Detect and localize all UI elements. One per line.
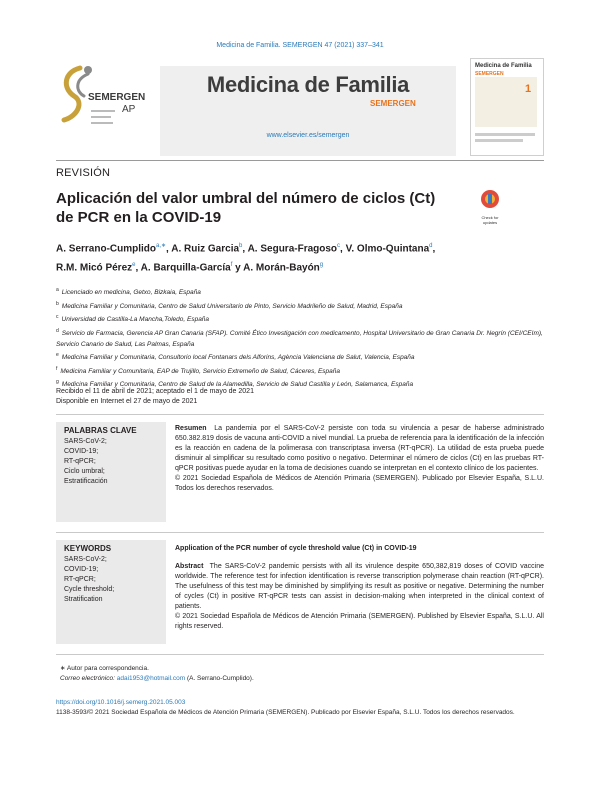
article-dates bbox=[56, 387, 254, 407]
abstract-bottom-rule bbox=[56, 654, 544, 655]
keyword-item: COVID-19; bbox=[64, 566, 99, 573]
abstract-text: La pandemia por el SARS-CoV-2 persiste con toda su virulencia a pesar de haberse administrado 650.382.819 dosis de vacuna anti-COVID a nivel mundial. La prueba de referencia para la identificación de la infección es la reacción en cadena de la polimerasa con transcriptasa inversa (RT-qPCR). La utilidad de esta prueba puede disminuir al simplificar su resultado como positivo o negativo. Determinar el número de ciclos (Ct) en las pruebas RT-qPCR positivas puede ayudar en la toma de decisiones cuando se interpretan en el contexto clínico de los pacientes. bbox=[175, 425, 544, 472]
article-title-line: Aplicación del valor umbral del número de ciclos (Ct) bbox=[56, 190, 436, 207]
crossmark-icon bbox=[478, 188, 502, 210]
author-affil-ref[interactable]: a,∗ bbox=[156, 243, 167, 249]
abstract-copyright: © 2021 Sociedad Española de Médicos de Atención Primaria (SEMERGEN). Publicado por Elsevier España, S.L.U. Todos los derechos reservados. bbox=[175, 475, 544, 492]
abstract-en bbox=[175, 544, 544, 632]
doi-link[interactable]: https://doi.org/10.1016/j.semerg.2021.05.003 bbox=[56, 699, 186, 706]
author-affil-ref[interactable]: b bbox=[239, 243, 243, 249]
masthead-title: Medicina de Familia bbox=[206, 72, 410, 97]
author-affil-ref[interactable]: g bbox=[319, 262, 324, 269]
correspondence-line: ∗ Autor para correspondencia. bbox=[60, 665, 149, 672]
author-name: A. Barquilla-García bbox=[140, 262, 231, 274]
semergen-logo bbox=[58, 62, 148, 134]
abstract-label: Resumen bbox=[175, 425, 207, 432]
keyword-item: RT-qPCR; bbox=[64, 458, 96, 465]
header-rule bbox=[56, 160, 544, 161]
article-title-line: de PCR en la COVID-19 bbox=[56, 209, 222, 226]
author-affil-ref[interactable]: f bbox=[230, 262, 233, 269]
logo-acronym: SEMERGEN bbox=[88, 92, 146, 103]
correspondence-note bbox=[60, 664, 254, 684]
abstract-text: The SARS-CoV-2 pandemic persists with all its virulence despite 650,382,819 doses of COVID vaccine worldwide. The reference test for infection identification is reverse transcription polymerase chain reaction (RT-qPCR). The usefulness of this test may be diminished by simplifying its result as positive or negative. Determining the number of cycles (Ct) in positive RT-qPCR tests can assist in decision-making when interpreted in the clinical context of patients. bbox=[175, 563, 545, 610]
affiliation-item: $^e$ Medicina Familiar y Comunitaria, Consultorio local Fontanars dels Alforins, Agència Valenciana de Salut, Valencia, España bbox=[56, 352, 415, 362]
affiliation-item: $^a$ Licenciado en medicina, Getxo, Bizkaia, España bbox=[56, 287, 201, 297]
journal-homepage-link[interactable]: www.elsevier.es/semergen bbox=[266, 132, 350, 139]
abstract-divider bbox=[56, 532, 544, 533]
keyword-item: Ciclo umbral; bbox=[64, 468, 105, 475]
abstract-rule bbox=[56, 414, 544, 415]
keyword-item: COVID-19; bbox=[64, 448, 99, 455]
author-name: R.M. Micó Pérez bbox=[56, 262, 133, 274]
author-affil-ref[interactable]: c bbox=[337, 243, 341, 249]
author-affil-ref[interactable]: e bbox=[132, 262, 136, 269]
email-owner: (A. Serrano-Cumplido). bbox=[186, 675, 254, 682]
keywords-box-en bbox=[56, 540, 166, 644]
footer-copyright: 1138-3593/© 2021 Sociedad Española de Médicos de Atención Primaria (SEMERGEN). Publicado por Elsevier España, S.L.U. Todos los derechos reservados. bbox=[56, 709, 515, 716]
author-name: A. Segura-Fragoso bbox=[247, 243, 338, 255]
cover-title: Medicina de Familia bbox=[475, 63, 532, 69]
author-name: V. Olmo-Quintana bbox=[345, 243, 430, 255]
received-date: Recibido el 11 de abril de 2021; aceptado el 1 de mayo de 2021 bbox=[56, 388, 254, 395]
check-for-updates-badge[interactable] bbox=[478, 188, 502, 225]
keyword-item: SARS-CoV-2; bbox=[64, 556, 107, 563]
email-link[interactable]: adai1953@hotmail.com bbox=[116, 675, 186, 682]
affiliation-item: $^c$ Universidad de Castilla-La Mancha,Toledo, España bbox=[56, 314, 210, 324]
keyword-item: Cycle threshold; bbox=[64, 586, 115, 593]
abstract-es bbox=[175, 424, 544, 494]
article-title bbox=[56, 189, 476, 227]
cover-subtitle: SEMERGEN bbox=[475, 71, 504, 77]
author-name: A. Ruiz Garcia bbox=[171, 243, 240, 255]
author-list: A. Serrano-Cumplido$^{a,∗}$, A. Ruiz Garcia$^b$, A. Segura-Fragoso$^c$, V. Olmo-Quintana$^d$, R.M. Micó Pérez$^e$, A. Barquilla-García$^f$ y A. Morán-Bayón$^g$ bbox=[56, 243, 436, 274]
affiliation-item: $^f$ Medicina Familiar y Comunitaria, EAP de Trujillo, Servicio Extremeño de Salud, Cáceres, España bbox=[56, 365, 341, 375]
keyword-item: RT-qPCR; bbox=[64, 576, 96, 583]
keywords-heading: KEYWORDS bbox=[64, 544, 112, 553]
abstract-en-title: Application of the PCR number of cycle threshold value (Ct) in COVID-19 bbox=[175, 545, 417, 552]
masthead-subtitle: SEMERGEN bbox=[370, 99, 416, 108]
journal-cover-thumbnail[interactable] bbox=[470, 58, 544, 156]
journal-citation[interactable]: Medicina de Familia. SEMERGEN 47 (2021) 337–341 bbox=[216, 42, 384, 49]
abstract-copyright: © 2021 Sociedad Española de Médicos de Atención Primaria (SEMERGEN). Published by Elsevier España, S.L.U. All rights reserved. bbox=[175, 613, 544, 630]
affiliation-item: $^b$ Medicina Familiar y Comunitaria, Centro de Salud Universitario de Pinto, Servicio Madrileño de Salud, Madrid, España bbox=[56, 300, 403, 310]
online-date: Disponible en Internet el 27 de mayo de 2021 bbox=[56, 398, 198, 405]
author-name: A. Morán-Bayón bbox=[243, 262, 320, 274]
section-label: REVISIÓN bbox=[56, 167, 111, 179]
crossmark-label: Check for updates bbox=[481, 215, 499, 225]
journal-masthead bbox=[160, 66, 456, 156]
email-label: Correo electrónico: bbox=[60, 675, 115, 682]
abstract-label: Abstract bbox=[175, 563, 204, 570]
author-name: A. Serrano-Cumplido bbox=[56, 243, 157, 255]
cover-volume: 1 bbox=[525, 83, 532, 95]
keyword-item: SARS-CoV-2; bbox=[64, 438, 107, 445]
keywords-heading: PALABRAS CLAVE bbox=[64, 426, 137, 435]
keyword-item: Stratification bbox=[64, 596, 103, 603]
logo-ap: AP bbox=[122, 104, 136, 115]
affiliation-list bbox=[56, 285, 544, 391]
affiliation-item: $^g$ Medicina Familiar y Comunitaria, Centro de Salud de la Alamedilla, Servicio de Salud Castilla y León, Salamanca, España bbox=[56, 379, 414, 389]
keywords-box-es bbox=[56, 422, 166, 522]
affiliation-item: $^d$ Servicio de Farmacia, Gerencia AP Gran Canaria (SFAP). Comité Ético Investigación con medicamento, Hospital Universitario de Gran Canaria Dr. Negrín (CEI/CEIm), Servicio Canario de Salud, Las Palmas, España bbox=[56, 327, 543, 348]
author-affil-ref[interactable]: d bbox=[429, 243, 433, 249]
keyword-item: Estratificación bbox=[64, 478, 108, 485]
